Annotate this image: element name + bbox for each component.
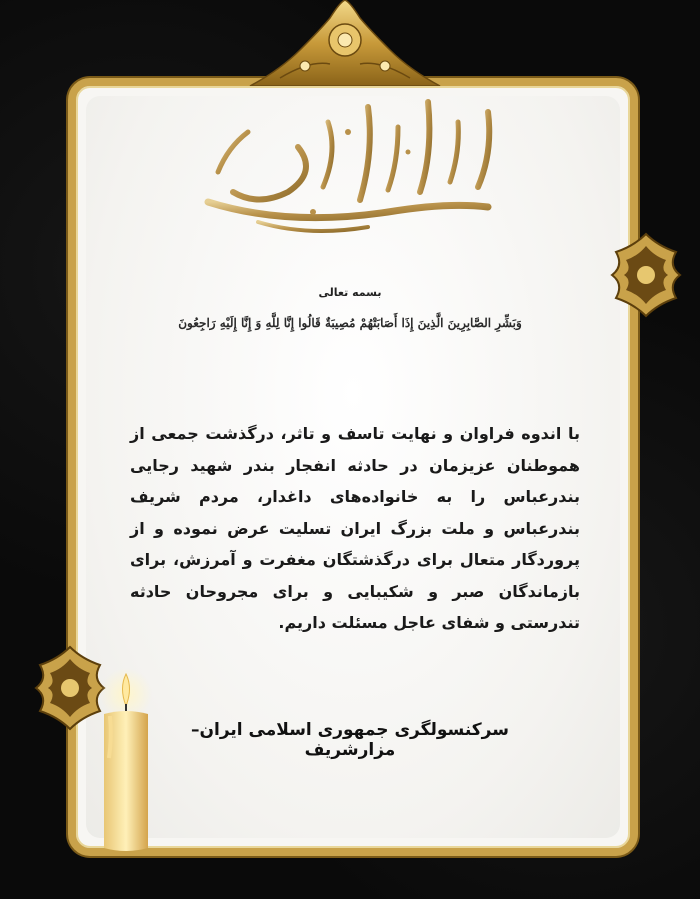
right-medallion-icon xyxy=(606,232,686,318)
calligraphy-header xyxy=(188,92,508,242)
candle-icon xyxy=(98,668,154,854)
top-ornament-icon xyxy=(240,0,450,86)
besm-heading: بسمه تعالی xyxy=(318,286,382,299)
signature: سرکنسولگری جمهوری اسلامی ایران–مزارشریف xyxy=(191,720,509,760)
quran-verse: وَبَشِّرِ الصَّابِرِينَ الَّذِينَ إِذَا أَصَابَتْهُمْ مُصِيبَةٌ قَالُوا إِنَّا لِلَّهِ وَ إِنَّا إِلَيْهِ رَاجِعُونَ xyxy=(178,316,522,330)
condolence-message: با اندوه فراوان و نهایت تاسف و تاثر، درگذشت جمعی از هموطنان عزیزمان در حادثه انفجار بندر شهید رجایی بندرعباس را به خانواده‌های داغدار، مردم شریف بندرعباس و ملت بزرگ ایران تسلیت عرض نموده و از پروردگار متعال برای درگذشتگان مغفرت و آمرزش، برای بازماندگان صبر و شکیبایی و برای مجروحان حادثه تندرستی و شفای عاجل مسئلت داریم. xyxy=(130,424,580,632)
